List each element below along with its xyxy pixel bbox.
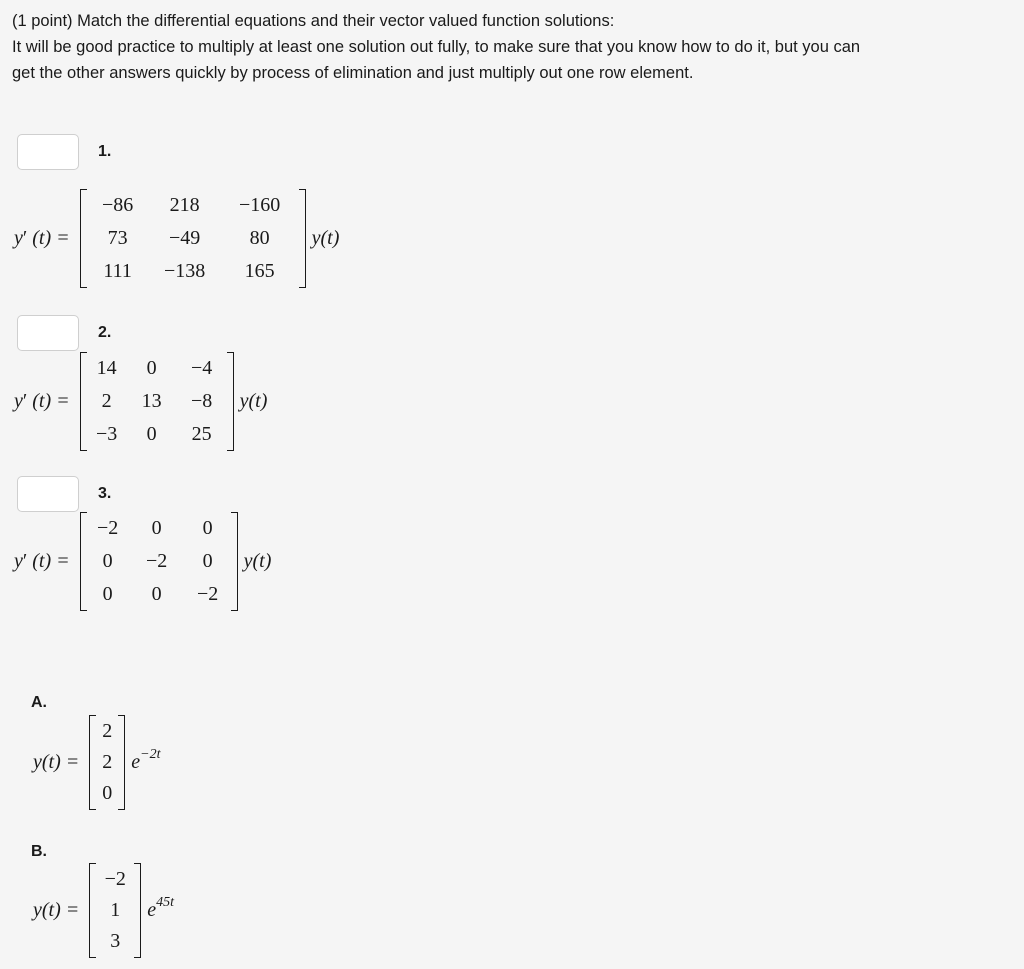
left-bracket	[80, 352, 87, 451]
right-bracket	[118, 715, 125, 810]
matrix-cell: 2	[101, 390, 112, 412]
equation-label-2: 2.	[98, 324, 112, 341]
left-bracket	[80, 512, 87, 611]
equation-2-lhs: y′ (t) =	[14, 390, 70, 412]
intro-line-1: (1 point) Match the differential equations and their vector valued function solutions:	[12, 12, 615, 30]
equation-1-rhs: y(t)	[311, 227, 340, 249]
coefficient-matrix-2	[87, 352, 227, 451]
matrix-cell: 80	[249, 227, 270, 249]
matrix-cell: 0	[151, 517, 162, 539]
coefficient-matrix-3	[87, 512, 231, 611]
equation-3	[14, 512, 271, 611]
vector-cell: 0	[102, 782, 113, 804]
right-bracket	[231, 512, 238, 611]
matrix-cell: −8	[191, 390, 213, 412]
answer-input-3[interactable]	[17, 476, 79, 512]
solution-label-b: B.	[31, 843, 47, 860]
matrix-cell: 13	[141, 390, 162, 412]
problem-intro	[12, 8, 1012, 86]
equation-3-rhs: y(t)	[243, 550, 272, 572]
left-bracket	[89, 715, 96, 810]
matrix-cell: 0	[146, 357, 157, 379]
equation-1	[14, 189, 339, 288]
vector-cell: 2	[102, 720, 113, 742]
vector-cell: 3	[110, 930, 121, 952]
vector-cell: −2	[104, 868, 126, 890]
matrix-cell: −2	[146, 550, 168, 572]
matrix-cell: −3	[96, 423, 118, 445]
matrix-cell: 14	[96, 357, 117, 379]
equation-label-3: 3.	[98, 485, 112, 502]
right-bracket	[227, 352, 234, 451]
left-bracket	[89, 863, 96, 958]
matrix-cell: 165	[244, 260, 275, 282]
matrix-cell: 25	[191, 423, 212, 445]
solution-a	[33, 715, 160, 810]
matrix-cell: −86	[102, 194, 134, 216]
equation-1-lhs: y′ (t) =	[14, 227, 70, 249]
matrix-cell: 111	[103, 260, 132, 282]
matrix-cell: 0	[151, 583, 162, 605]
intro-line-3: get the other answers quickly by process of elimination and just multiply out one row element.	[12, 64, 694, 82]
answer-input-1[interactable]	[17, 134, 79, 170]
matrix-cell: −138	[164, 260, 206, 282]
coefficient-matrix-1	[87, 189, 299, 288]
matrix-cell: 0	[102, 583, 113, 605]
matrix-cell: 0	[202, 550, 213, 572]
matrix-cell: −2	[97, 517, 119, 539]
solution-label-a: A.	[31, 694, 47, 711]
equation-2-rhs: y(t)	[239, 390, 268, 412]
solution-b	[33, 863, 174, 958]
equation-3-lhs: y′ (t) =	[14, 550, 70, 572]
equation-2	[14, 352, 267, 451]
matrix-cell: 0	[102, 550, 113, 572]
solution-b-exponential: $e^{45t}$	[147, 895, 175, 921]
vector-cell: 1	[110, 899, 121, 921]
matrix-cell: −160	[239, 194, 281, 216]
solution-vector-a	[96, 716, 118, 809]
left-bracket	[80, 189, 87, 288]
vector-cell: 2	[102, 751, 113, 773]
intro-line-2: It will be good practice to multiply at least one solution out fully, to make sure that you know how to do it, but you can	[12, 38, 861, 56]
matrix-cell: 218	[169, 194, 200, 216]
answer-input-2[interactable]	[17, 315, 79, 351]
matrix-cell: −2	[197, 583, 219, 605]
solution-b-lhs: y(t) =	[33, 899, 80, 921]
matrix-cell: −49	[169, 227, 201, 249]
right-bracket	[299, 189, 306, 288]
right-bracket	[134, 863, 141, 958]
matrix-cell: −4	[191, 357, 213, 379]
solution-a-exponential: $e^{-2t}$	[131, 747, 161, 773]
solution-a-lhs: y(t) =	[33, 751, 80, 773]
solution-vector-b	[96, 864, 134, 957]
matrix-cell: 0	[202, 517, 213, 539]
matrix-cell: 0	[146, 423, 157, 445]
equation-label-1: 1.	[98, 143, 112, 160]
matrix-cell: 73	[107, 227, 128, 249]
